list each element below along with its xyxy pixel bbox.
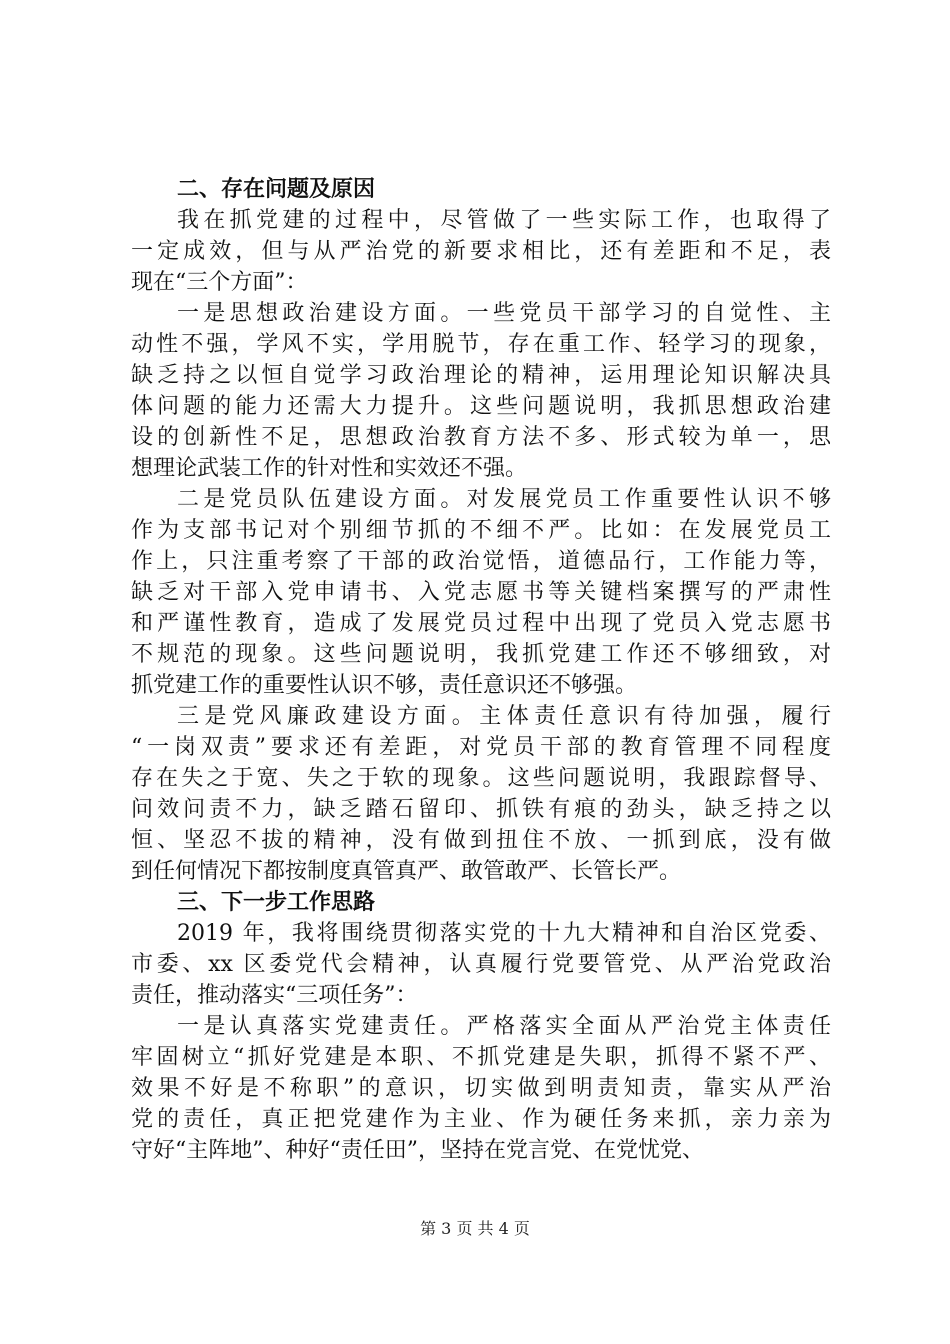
- paragraph: [131, 1011, 831, 1166]
- paragraph-line: 二是党员队伍建设方面。对发展党员工作重要性认识不够: [177, 487, 831, 512]
- heading-text: 三、下一步工作思路: [177, 890, 376, 915]
- paragraph-line: 2019 年，我将围绕贯彻落实党的十九大精神和自治区党委、: [177, 921, 831, 946]
- paragraph-line: “一岗双责”要求还有差距，对党员干部的教育管理不同程度: [131, 735, 831, 760]
- section-heading: [131, 887, 831, 918]
- paragraph: [131, 918, 831, 1011]
- paragraph-line: 缺乏对干部入党申请书、入党志愿书等关键档案撰写的严肃性: [131, 580, 831, 605]
- page-footer: 第 3 页 共 4 页: [420, 1219, 530, 1238]
- paragraph-line: 我在抓党建的过程中，尽管做了一些实际工作，也取得了: [177, 208, 831, 233]
- document-body: [131, 174, 831, 1166]
- paragraph-line: 现在“三个方面”：: [131, 270, 308, 295]
- paragraph-line: 党的责任，真正把党建作为主业、作为硬任务来抓，亲力亲为: [131, 1107, 831, 1132]
- paragraph-line: 作为支部书记对个别细节抓的不细不严。比如：在发展党员工: [131, 518, 831, 543]
- paragraph-line: 不规范的现象。这些问题说明，我抓党建工作还不够细致，对: [131, 642, 831, 667]
- paragraph-line: 和严谨性教育，造成了发展党员过程中出现了党员入党志愿书: [131, 611, 831, 636]
- paragraph-line: 作上，只注重考察了干部的政治觉悟，道德品行，工作能力等，: [131, 549, 831, 574]
- paragraph-line: 一定成效，但与从严治党的新要求相比，还有差距和不足，表: [131, 239, 831, 264]
- paragraph-line: 问效问责不力，缺乏踏石留印、抓铁有痕的劲头，缺乏持之以: [131, 797, 831, 822]
- heading-text: 二、存在问题及原因: [177, 177, 376, 202]
- paragraph-line: 缺乏持之以恒自觉学习政治理论的精神，运用理论知识解决具: [131, 363, 831, 388]
- paragraph-line: 想理论武装工作的针对性和实效还不强。: [131, 456, 528, 481]
- paragraph-line: 效果不好是不称职”的意识，切实做到明责知责，靠实从严治: [131, 1076, 831, 1101]
- paragraph-line: 牢固树立“抓好党建是本职、不抓党建是失职，抓得不紧不严、: [131, 1045, 831, 1070]
- paragraph-line: 三是党风廉政建设方面。主体责任意识有待加强，履行: [177, 704, 831, 729]
- paragraph-line: 动性不强，学风不实，学用脱节，存在重工作、轻学习的现象，: [131, 332, 831, 357]
- paragraph-line: 抓党建工作的重要性认识不够，责任意识还不够强。: [131, 673, 638, 698]
- paragraph-line: 设的创新性不足，思想政治教育方法不多、形式较为单一，思: [131, 425, 831, 450]
- paragraph-line: 一是思想政治建设方面。一些党员干部学习的自觉性、主: [177, 301, 831, 326]
- paragraph-line: 守好“主阵地”、种好“责任田”，坚持在党言党、在党忧党、: [131, 1138, 704, 1163]
- paragraph-line: 到任何情况下都按制度真管真严、敢管敢严、长管长严。: [131, 859, 682, 884]
- paragraph: [131, 701, 831, 887]
- paragraph-line: 责任，推动落实“三项任务”：: [131, 983, 418, 1008]
- paragraph-line: 一是认真落实党建责任。严格落实全面从严治党主体责任: [177, 1014, 831, 1039]
- section-heading: [131, 174, 831, 205]
- paragraph: [131, 484, 831, 701]
- paragraph-line: 市委、xx 区委党代会精神，认真履行党要管党、从严治党政治: [131, 952, 831, 977]
- paragraph-line: 体问题的能力还需大力提升。这些问题说明，我抓思想政治建: [131, 394, 831, 419]
- paragraph: [131, 298, 831, 484]
- paragraph-line: 存在失之于宽、失之于软的现象。这些问题说明，我跟踪督导、: [131, 766, 831, 791]
- paragraph: [131, 205, 831, 298]
- paragraph-line: 恒、坚忍不拔的精神，没有做到扭住不放、一抓到底，没有做: [131, 828, 831, 853]
